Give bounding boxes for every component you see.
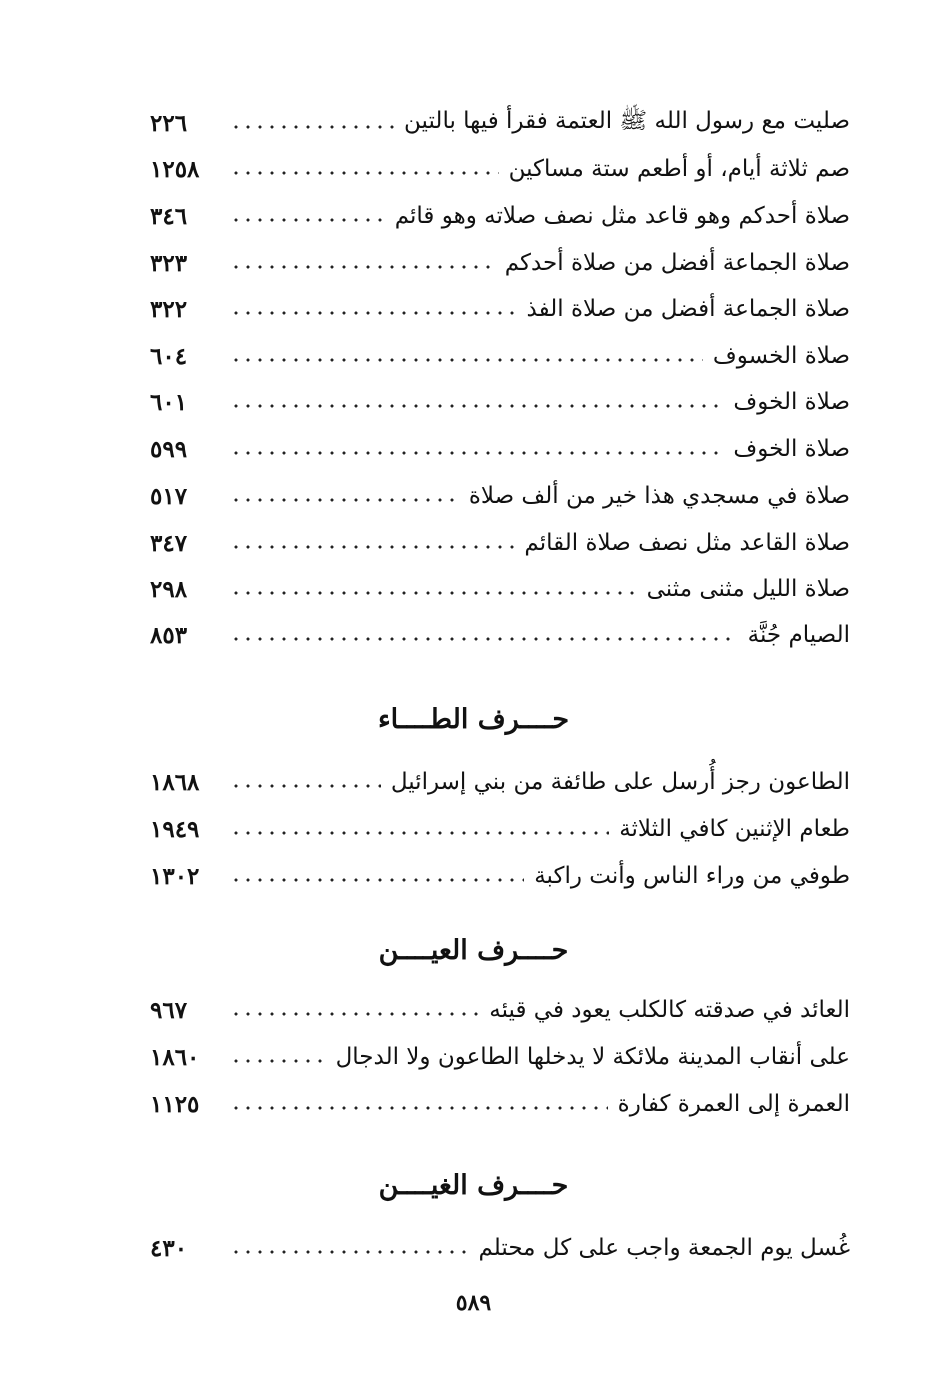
- leader-dots: [230, 1057, 326, 1065]
- index-entry: [150, 382, 850, 422]
- entry-number: ٥٩٩: [150, 435, 188, 463]
- entry-number: ١٨٦٨: [150, 768, 200, 796]
- entry-number: ١٣٠٢: [150, 862, 200, 890]
- leader-dots: [230, 876, 524, 884]
- page-number: ٥٨٩: [455, 1290, 492, 1316]
- entry-text: صلاة الخوف: [733, 436, 850, 462]
- leader-dots: [230, 1248, 468, 1256]
- leader-dots: [230, 543, 514, 551]
- index-entry: [150, 289, 850, 329]
- entry-number: ٣٢٣: [150, 249, 188, 277]
- entry-number: ١٩٤٩: [150, 815, 200, 843]
- index-entry: [150, 196, 850, 236]
- entry-number: ٦٠٤: [150, 342, 188, 370]
- entry-text: الطاعون رجز أُرسل على طائفة من بني إسرائيل: [390, 769, 850, 795]
- leader-dots: [230, 356, 703, 364]
- entry-number: ٣٤٦: [150, 202, 188, 230]
- index-entry: [150, 336, 850, 376]
- entry-text: صلاة في مسجدي هذا خير من ألف صلاة: [468, 483, 850, 509]
- leader-dots: [230, 402, 723, 410]
- entry-number: ٥١٧: [150, 482, 188, 510]
- entry-text: صليت مع رسول الله ﷺ العتمة فقرأ فيها بالتين: [404, 108, 850, 134]
- leader-dots: [230, 1104, 608, 1112]
- entry-number: ٣٤٧: [150, 529, 188, 557]
- leader-dots: [230, 1010, 479, 1018]
- entry-text: غُسل يوم الجمعة واجب على كل محتلم: [478, 1235, 850, 1261]
- index-entry: [150, 103, 850, 143]
- index-entry: [150, 149, 850, 189]
- leader-dots: [230, 829, 609, 837]
- index-entry: [150, 476, 850, 516]
- index-entry: [150, 569, 850, 609]
- entry-text: طوفي من وراء الناس وأنت راكبة: [534, 863, 850, 889]
- entry-number: ٦٠١: [150, 388, 188, 416]
- leader-dots: [230, 635, 738, 643]
- entry-text: صم ثلاثة أيام، أو أطعم ستة مساكين: [508, 156, 850, 182]
- entry-text: صلاة أحدكم وهو قاعد مثل نصف صلاته وهو قائم: [394, 203, 850, 229]
- entry-text: طعام الإثنين كافي الثلاثة: [619, 816, 850, 842]
- index-entry: [150, 1228, 850, 1268]
- leader-dots: [230, 309, 517, 317]
- entry-text: الصيام جُنَّة: [747, 622, 850, 648]
- entry-text: العائد في صدقته كالكلب يعود في قيئه: [489, 997, 850, 1023]
- index-entry: [150, 990, 850, 1030]
- index-entry: [150, 615, 850, 655]
- leader-dots: [230, 216, 385, 224]
- leader-dots: [230, 449, 723, 457]
- index-entry: [150, 243, 850, 283]
- entry-number: ٩٦٧: [150, 996, 188, 1024]
- section-heading-ghayn: حــــرف الغيــــن: [378, 1170, 569, 1201]
- index-entry: [150, 856, 850, 896]
- index-entry: [150, 1084, 850, 1124]
- entry-number: ١٢٥٨: [150, 155, 200, 183]
- entry-text: صلاة الخوف: [733, 389, 850, 415]
- index-entry: [150, 809, 850, 849]
- index-entry: [150, 523, 850, 563]
- entry-text: صلاة الجماعة أفضل من صلاة الفذ: [526, 296, 850, 322]
- entry-number: ١١٢٥: [150, 1090, 200, 1118]
- section-heading-ayn: حــــرف العيــــن: [378, 935, 569, 966]
- leader-dots: [230, 169, 499, 177]
- entry-number: ٣٢٢: [150, 295, 188, 323]
- leader-dots: [230, 123, 394, 131]
- entry-text: العمرة إلى العمرة كفارة: [617, 1091, 850, 1117]
- entry-number: ٢٩٨: [150, 575, 188, 603]
- index-entry: [150, 762, 850, 802]
- entry-text: على أنقاب المدينة ملائكة لا يدخلها الطاعون ولا الدجال: [335, 1044, 850, 1070]
- entry-text: صلاة الليل مثنى مثنى: [646, 576, 850, 602]
- leader-dots: [230, 589, 637, 597]
- entry-number: ٨٥٣: [150, 621, 188, 649]
- entry-text: صلاة القاعد مثل نصف صلاة القائم: [524, 530, 850, 556]
- entry-number: ٢٢٦: [150, 109, 188, 137]
- section-heading-taa: حــــرف الطــــاء: [377, 704, 570, 735]
- leader-dots: [230, 782, 381, 790]
- entry-text: صلاة الجماعة أفضل من صلاة أحدكم: [504, 250, 850, 276]
- leader-dots: [230, 496, 459, 504]
- leader-dots: [230, 263, 495, 271]
- entry-text: صلاة الخسوف: [712, 343, 850, 369]
- entry-number: ١٨٦٠: [150, 1043, 200, 1071]
- index-entry: [150, 1037, 850, 1077]
- entry-number: ٤٣٠: [150, 1234, 188, 1262]
- index-entry: [150, 429, 850, 469]
